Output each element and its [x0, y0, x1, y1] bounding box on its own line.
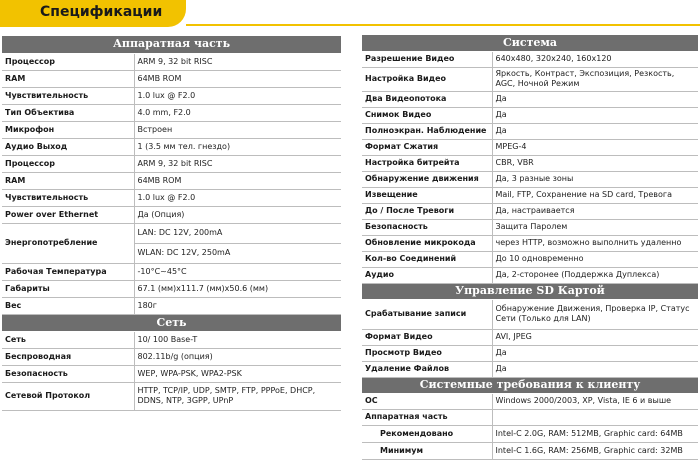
- spec-row: [362, 442, 698, 459]
- spec-label: Чувствительность: [2, 189, 134, 206]
- spec-label: Просмотр Видео: [362, 345, 492, 361]
- spec-label: Беспроводная: [2, 348, 134, 365]
- spec-label: Удаление Файлов: [362, 361, 492, 377]
- spec-row: [362, 91, 698, 107]
- spec-value: Да: [492, 123, 698, 139]
- spec-label: Настройка битрейта: [362, 155, 492, 171]
- spec-label: Извещение: [362, 187, 492, 203]
- spec-row: [2, 104, 341, 121]
- spec-label: Обнаружение движения: [362, 171, 492, 187]
- spec-row: [362, 51, 698, 67]
- spec-row: [2, 348, 341, 365]
- spec-label: Микрофон: [2, 121, 134, 138]
- section-title: Управление SD Картой: [362, 283, 698, 299]
- spec-value: CBR, VBR: [492, 155, 698, 171]
- spec-value: HTTP, TCP/IP, UDP, SMTP, FTP, PPPoE, DHCP, DDNS, NTP, 3GPP, UPnP: [134, 382, 341, 410]
- spec-label: ОС: [362, 393, 492, 409]
- page-header: [0, 0, 700, 27]
- spec-row: [362, 67, 698, 91]
- spec-label: Процессор: [2, 155, 134, 172]
- spec-label: Рекомендовано: [362, 425, 492, 442]
- spec-value: ARM 9, 32 bit RISC: [134, 53, 341, 70]
- spec-label: Срабатывание записи: [362, 299, 492, 329]
- spec-value: -10°C~45°C: [134, 263, 341, 280]
- spec-value: ARM 9, 32 bit RISC: [134, 155, 341, 172]
- spec-label: Аппаратная часть: [362, 409, 492, 425]
- section-title: Сеть: [2, 314, 341, 331]
- spec-label: Обновление микрокода: [362, 235, 492, 251]
- spec-value: 64MB ROM: [134, 70, 341, 87]
- section-header-hardware: [2, 36, 341, 53]
- spec-row: [362, 409, 698, 425]
- section-title: Система: [362, 35, 698, 51]
- header-divider: [186, 24, 700, 26]
- spec-value: Да: [492, 91, 698, 107]
- spec-label: Аудио Выход: [2, 138, 134, 155]
- spec-value: Да (Опция): [134, 206, 341, 223]
- spec-label: Безопасность: [362, 219, 492, 235]
- spec-label: Аудио: [362, 267, 492, 283]
- spec-value: Windows 2000/2003, XP, Vista, IE 6 и выше: [492, 393, 698, 409]
- spec-value: 180г: [134, 297, 341, 314]
- spec-value: Да, 2-сторонее (Поддержка Дуплекса): [492, 267, 698, 283]
- right-spec-table: [362, 35, 698, 460]
- spec-value: AVI, JPEG: [492, 329, 698, 345]
- section-header-system: [362, 35, 698, 51]
- spec-value: Intel-C 1.6G, RAM: 256MB, Graphic card: 32MB: [492, 442, 698, 459]
- spec-value: WEP, WPA-PSK, WPA2-PSK: [134, 365, 341, 382]
- spec-row: [362, 329, 698, 345]
- spec-value: [492, 409, 698, 425]
- spec-row: [362, 251, 698, 267]
- spec-value: LAN: DC 12V, 200mA: [134, 223, 341, 243]
- spec-value: Intel-C 2.0G, RAM: 512MB, Graphic card: 64MB: [492, 425, 698, 442]
- spec-row: [2, 70, 341, 87]
- spec-row: [362, 267, 698, 283]
- spec-row: [362, 187, 698, 203]
- spec-value: 64MB ROM: [134, 172, 341, 189]
- spec-row: [2, 382, 341, 410]
- spec-row: [362, 203, 698, 219]
- spec-row: [362, 299, 698, 329]
- spec-value: Да: [492, 107, 698, 123]
- section-header-client: [362, 377, 698, 393]
- spec-value: 1.0 lux @ F2.0: [134, 87, 341, 104]
- section-title: Системные требования к клиенту: [362, 377, 698, 393]
- spec-value: Да, настраивается: [492, 203, 698, 219]
- spec-value: Яркость, Контраст, Экспозиция, Резкость, AGC, Ночной Режим: [492, 67, 698, 91]
- spec-value: 802.11b/g (опция): [134, 348, 341, 365]
- spec-row: [362, 171, 698, 187]
- spec-value: До 10 одновременно: [492, 251, 698, 267]
- spec-label: Снимок Видео: [362, 107, 492, 123]
- spec-row: [2, 87, 341, 104]
- spec-row: [2, 189, 341, 206]
- spec-row: [2, 172, 341, 189]
- section-header-network: [2, 314, 341, 331]
- spec-label: Безопасность: [2, 365, 134, 382]
- spec-label: Тип Объектива: [2, 104, 134, 121]
- spec-value: 1 (3.5 мм тел. гнездо): [134, 138, 341, 155]
- spec-row: [2, 365, 341, 382]
- spec-row: [2, 297, 341, 314]
- spec-row: [362, 123, 698, 139]
- spec-label: RAM: [2, 70, 134, 87]
- spec-row: [2, 121, 341, 138]
- spec-label: Чувствительность: [2, 87, 134, 104]
- spec-row: [362, 155, 698, 171]
- spec-value: Да, 3 разные зоны: [492, 171, 698, 187]
- spec-row-power: [2, 223, 341, 243]
- left-spec-table: [2, 36, 341, 411]
- header-tab: [0, 0, 186, 27]
- spec-value: 67.1 (мм)x111.7 (мм)x50.6 (мм): [134, 280, 341, 297]
- spec-row: [2, 155, 341, 172]
- spec-row: [2, 263, 341, 280]
- spec-value: MPEG-4: [492, 139, 698, 155]
- spec-row: [362, 235, 698, 251]
- spec-value: Защита Паролем: [492, 219, 698, 235]
- spec-row: [362, 361, 698, 377]
- spec-label: Сеть: [2, 331, 134, 348]
- spec-value: Обнаружение Движения, Проверка IP, Статус Сети (Только для LAN): [492, 299, 698, 329]
- spec-value: Встроен: [134, 121, 341, 138]
- spec-label: Габариты: [2, 280, 134, 297]
- spec-value: Mail, FTP, Сохранение на SD card, Тревога: [492, 187, 698, 203]
- spec-row: [362, 139, 698, 155]
- spec-row: [2, 138, 341, 155]
- spec-row: [362, 393, 698, 409]
- spec-value: Да: [492, 345, 698, 361]
- spec-label: Кол-во Соединений: [362, 251, 492, 267]
- spec-value: через HTTP, возможно выполнить удаленно: [492, 235, 698, 251]
- spec-value: 10/ 100 Base-T: [134, 331, 341, 348]
- spec-row: [2, 53, 341, 70]
- page-title: Спецификации: [40, 4, 163, 20]
- spec-row: [362, 219, 698, 235]
- spec-label: Сетевой Протокол: [2, 382, 134, 410]
- spec-label: Формат Видео: [362, 329, 492, 345]
- spec-label: RAM: [2, 172, 134, 189]
- spec-label: Разрешение Видео: [362, 51, 492, 67]
- spec-label: Вес: [2, 297, 134, 314]
- spec-label: Power over Ethernet: [2, 206, 134, 223]
- spec-value: 640x480, 320x240, 160x120: [492, 51, 698, 67]
- spec-label: Процессор: [2, 53, 134, 70]
- spec-label: Полноэкран. Наблюдение: [362, 123, 492, 139]
- spec-label: Рабочая Температура: [2, 263, 134, 280]
- spec-label: До / После Тревоги: [362, 203, 492, 219]
- spec-value: Да: [492, 361, 698, 377]
- spec-label: Минимум: [362, 442, 492, 459]
- spec-label: Настройка Видео: [362, 67, 492, 91]
- spec-row: [362, 425, 698, 442]
- spec-value: 1.0 lux @ F2.0: [134, 189, 341, 206]
- spec-row: [2, 280, 341, 297]
- spec-row: [2, 331, 341, 348]
- section-header-sd: [362, 283, 698, 299]
- spec-label: Энергопотребление: [2, 223, 134, 263]
- spec-label: Два Видеопотока: [362, 91, 492, 107]
- spec-value: WLAN: DC 12V, 250mA: [134, 243, 341, 263]
- spec-row: [2, 206, 341, 223]
- spec-row: [362, 345, 698, 361]
- spec-label: Формат Сжатия: [362, 139, 492, 155]
- spec-value: 4.0 mm, F2.0: [134, 104, 341, 121]
- spec-row: [362, 107, 698, 123]
- section-title: Аппаратная часть: [2, 36, 341, 53]
